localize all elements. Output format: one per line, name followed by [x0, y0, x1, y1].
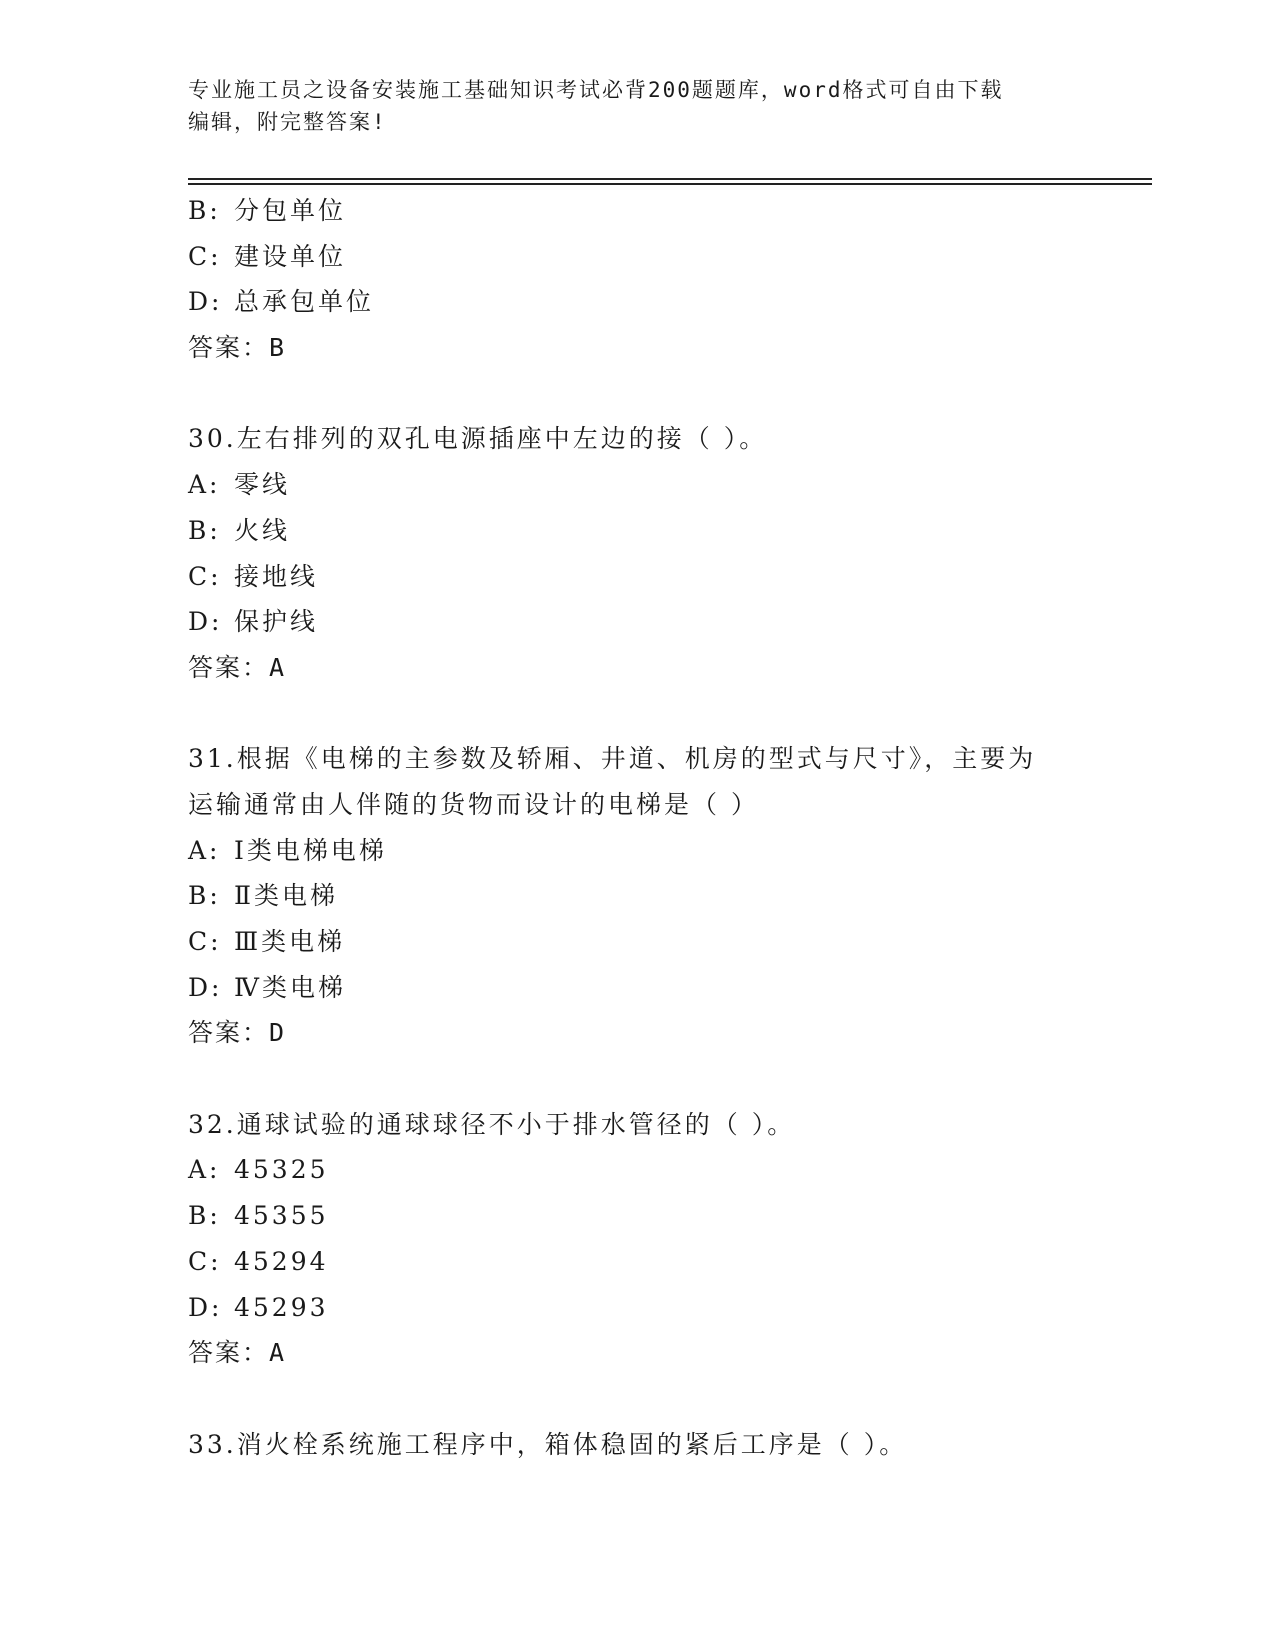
document-header — [188, 74, 1068, 138]
option-a: A: Ⅰ类电梯电梯 — [188, 835, 387, 865]
question-stem-line2: 运输通常由人伴随的货物而设计的电梯是（ ） — [188, 789, 759, 819]
question-list — [188, 188, 1108, 1467]
option-b: B: 分包单位 — [188, 196, 347, 225]
answer-text: 答案：D — [188, 1018, 287, 1048]
option-c: C: 建设单位 — [188, 241, 347, 271]
option-c: C: 接地线 — [188, 561, 319, 591]
spacer — [188, 371, 1108, 417]
header-title-line1: 专业施工员之设备安装施工基础知识考试必背200题题库，word格式可自由下载 — [188, 78, 1004, 102]
header-divider-top — [188, 178, 1152, 180]
question-stem: 32.通球试验的通球球径不小于排水管径的（ ）。 — [188, 1109, 796, 1139]
question-stem: 30.左右排列的双孔电源插座中左边的接（ ）。 — [188, 424, 768, 454]
question-31 — [188, 736, 1108, 1056]
answer-text: 答案：B — [188, 333, 287, 363]
option-d: D: 保护线 — [188, 607, 319, 637]
option-d: D: 总承包单位 — [188, 287, 375, 317]
option-b: B: 火线 — [188, 515, 291, 545]
spacer — [188, 1056, 1108, 1102]
question-32 — [188, 1102, 1108, 1376]
option-b: B: 45355 — [188, 1201, 329, 1231]
question-stem: 33.消火栓系统施工程序中，箱体稳固的紧后工序是（ ）。 — [188, 1429, 908, 1459]
header-title-line2: 编辑，附完整答案! — [188, 110, 387, 134]
spacer — [188, 1376, 1108, 1422]
question-stem-line1: 31.根据《电梯的主参数及轿厢、井道、机房的型式与尺寸》，主要为 — [188, 744, 1037, 774]
option-b: B: Ⅱ类电梯 — [188, 881, 338, 911]
option-c: C: Ⅲ类电梯 — [188, 927, 346, 956]
spacer — [188, 691, 1108, 737]
question-30 — [188, 416, 1108, 690]
option-d: D: 45293 — [188, 1292, 329, 1322]
option-c: C: 45294 — [188, 1246, 329, 1276]
option-a: A: 零线 — [188, 470, 291, 500]
option-d: D: Ⅳ类电梯 — [188, 972, 346, 1002]
answer-text: 答案：A — [188, 1338, 287, 1368]
question-33 — [188, 1422, 1108, 1468]
question-29 — [188, 188, 1108, 371]
header-divider-bottom — [188, 183, 1152, 185]
answer-text: 答案：A — [188, 652, 287, 682]
option-a: A: 45325 — [188, 1155, 329, 1185]
